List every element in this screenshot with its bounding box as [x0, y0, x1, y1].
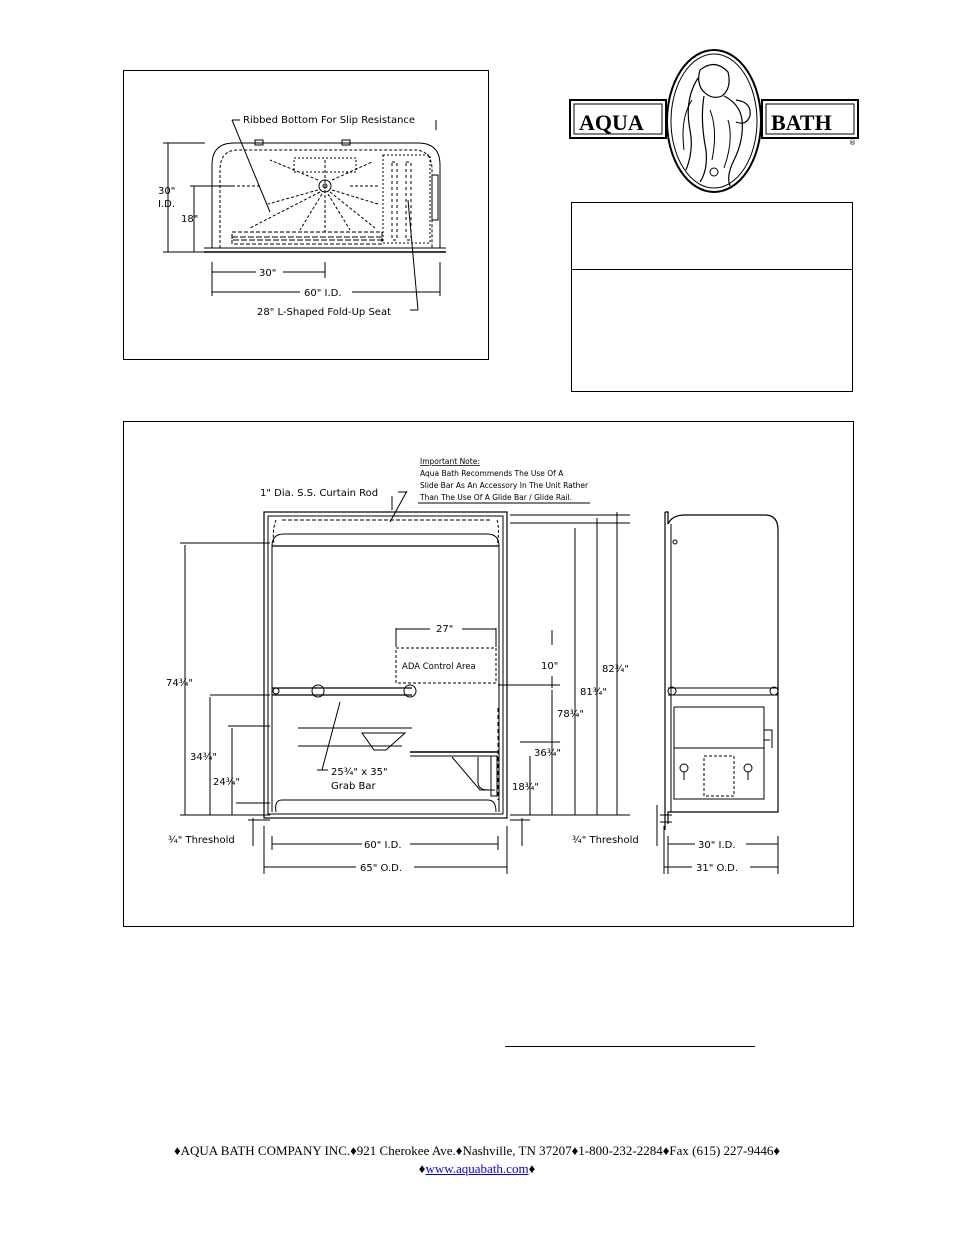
dim-78-3-4-label: 78¾"	[557, 709, 585, 720]
dim-34-3-4-label: 34¾"	[190, 752, 218, 763]
grab-bar-size-label: 25¾" x 35"	[331, 767, 388, 778]
signature-line	[505, 1046, 755, 1047]
dim-24-3-4-label: 24¾"	[213, 777, 241, 788]
dim-30-id-side-label: 30" I.D.	[698, 840, 736, 851]
website-link[interactable]: www.aquabath.com	[425, 1161, 529, 1176]
dim-18-label: 18"	[181, 214, 199, 225]
dim-27-label: 27"	[436, 624, 454, 635]
footer-diamond-left: ♦	[418, 1161, 426, 1176]
ada-control-area-label: ADA Control Area	[402, 662, 476, 672]
ribbed-bottom-note: Ribbed Bottom For Slip Resistance	[243, 115, 416, 126]
important-note-line-3: Slide Bar As An Accessory In The Unit Rather	[420, 481, 589, 490]
logo-word-bath: BATH	[771, 110, 832, 135]
important-note-line-2: Aqua Bath Recommends The Use Of A	[420, 469, 564, 478]
important-note-line-1: Important Note:	[420, 457, 480, 466]
dim-60-id-label: 60" I.D.	[304, 288, 342, 299]
logo-word-aqua: AQUA	[579, 110, 644, 135]
dim-81-3-4-label: 81¾"	[580, 687, 608, 698]
dim-30-id-label-b: I.D.	[158, 199, 176, 210]
company-address-footer: ♦AQUA BATH COMPANY INC.♦921 Cherokee Ave.♦Nashville, TN 37207♦1-800-232-2284♦Fax (615) 227-9446♦	[174, 1143, 780, 1158]
website-footer	[0, 1161, 954, 1177]
dim-18-3-4-label: 18¾"	[512, 782, 540, 793]
dim-74-3-4-label: 74¾"	[166, 678, 194, 689]
dim-30-label: 30"	[259, 268, 277, 279]
dim-31-od-label: 31" O.D.	[696, 863, 739, 874]
threshold-right-label: ¾" Threshold	[572, 835, 639, 846]
dim-65-od-label: 65" O.D.	[360, 863, 403, 874]
fold-up-seat-note: 28" L-Shaped Fold-Up Seat	[257, 307, 391, 318]
dim-60-id-main-label: 60" I.D.	[364, 840, 402, 851]
dim-30-id-label-a: 30"	[158, 186, 176, 197]
dim-36-3-4-label: 36¾"	[534, 748, 562, 759]
important-note-line-4: Than The Use Of A Glide Bar / Glide Rail.	[420, 493, 573, 502]
curtain-rod-label: 1" Dia. S.S. Curtain Rod	[260, 488, 379, 499]
threshold-left-label: ¾" Threshold	[168, 835, 235, 846]
dim-82-3-4-label: 82¾"	[602, 664, 630, 675]
logo-registered-mark: ®	[849, 139, 856, 147]
footer-diamond-right: ♦	[528, 1161, 536, 1176]
grab-bar-label: Grab Bar	[331, 781, 376, 792]
dim-10-label: 10"	[541, 661, 559, 672]
